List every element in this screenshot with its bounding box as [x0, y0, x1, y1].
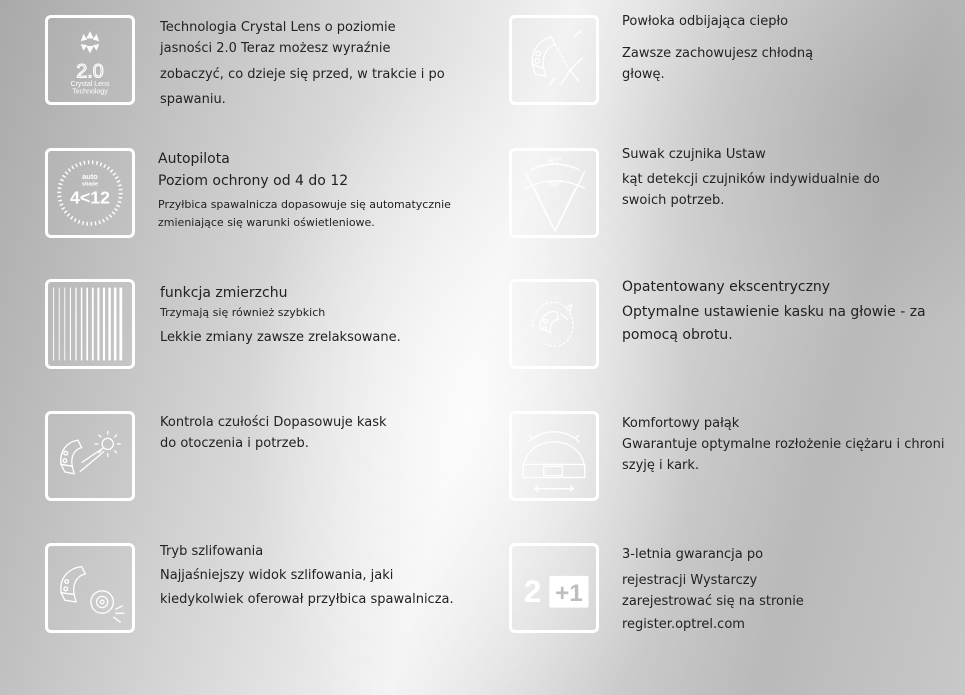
twilight-title: funkcja zmierzchu — [160, 285, 288, 301]
eccentric-text-2: pomocą obrotu. — [622, 326, 733, 343]
warranty-url: register.optrel.com — [622, 617, 745, 633]
grinding-text-1: Tryb szlifowania — [160, 544, 264, 559]
warranty-text-3: zarejestrować się na stronie — [622, 593, 804, 609]
autopilot-auto-label: auto — [82, 172, 98, 181]
autopilot-subtitle: Poziom ochrony od 4 do 12 — [158, 173, 349, 190]
warranty-icon-two: 2 — [523, 573, 542, 609]
grinding-text-2: Najjaśniejszy widok szlifowania, jaki — [160, 567, 394, 583]
sensor-angle-icon — [509, 148, 599, 238]
warranty-icon-plus-one: +1 — [555, 580, 583, 608]
crystal-lens-text-4: spawaniu. — [160, 92, 226, 108]
headband-text-2: Gwarantuje optymalne rozłożenie ciężaru i chroni — [622, 436, 945, 452]
autopilot-text-1: Przyłbica spawalnicza dopasowuje się automatycznie — [158, 197, 451, 211]
crystal-lens-version: 2.0 — [76, 60, 104, 83]
autopilot-text-2: zmieniające się warunki oświetleniowe. — [158, 216, 375, 230]
twilight-text-1: Lekkie zmiany zawsze zrelaksowane. — [160, 330, 401, 346]
crystal-lens-text-3: zobaczyć, co dzieje się przed, w trakcie i po — [160, 66, 445, 82]
eccentric-text-1: Optymalne ustawienie kasku na głowie - za — [622, 304, 926, 321]
heat-reflective-title: Powłoka odbijająca ciepło — [622, 14, 789, 29]
sensitivity-text-2: do otoczenia i potrzeb. — [160, 435, 309, 451]
heat-reflective-text-1: Zawsze zachowujesz chłodną — [622, 45, 814, 61]
crystal-lens-text-1: Technologia Crystal Lens o poziomie — [160, 20, 396, 35]
grinding-text-3: kiedykolwiek oferował przyłbica spawalnicza. — [160, 591, 454, 607]
sensor-slider-text-3: swoich potrzeb. — [622, 192, 725, 208]
autopilot-range-label: 4<12 — [70, 187, 110, 208]
twilight-icon — [45, 279, 135, 369]
autopilot-title: Autopilota — [158, 151, 230, 167]
sensor-slider-text-2: kąt detekcji czujników indywidualnie do — [622, 171, 880, 187]
crystal-lens-line2: Technology — [72, 88, 108, 96]
sensor-angle-80: 80° — [547, 178, 562, 189]
warranty-text-1: 3-letnia gwarancja po — [622, 547, 764, 562]
crystal-lens-icon — [45, 15, 135, 105]
warranty-text-2: rejestracji Wystarczy — [622, 572, 758, 588]
autopilot-shade-label: shade — [81, 181, 99, 188]
headband-icon — [509, 411, 599, 501]
sensor-angle-60: 60° — [547, 156, 562, 167]
autopilot-icon — [45, 148, 135, 238]
heat-reflective-shell-icon — [509, 15, 599, 105]
twilight-subtitle: Trzymają się również szybkich — [160, 306, 326, 320]
heat-reflective-text-2: głowę. — [622, 66, 665, 82]
sensor-slider-text-1: Suwak czujnika Ustaw — [622, 147, 766, 162]
grinding-icon — [45, 543, 135, 633]
sensitivity-sun-icon — [45, 411, 135, 501]
crystal-lens-text-2: jasności 2.0 Teraz możesz wyraźnie — [160, 40, 391, 56]
crystal-lens-line1: Crystal Lens — [70, 81, 110, 89]
eccentric-title: Opatentowany ekscentryczny — [622, 279, 831, 295]
headband-text-1: Komfortowy pałąk — [622, 416, 740, 431]
sensitivity-text-1: Kontrola czułości Dopasowuje kask — [160, 415, 387, 430]
warranty-2plus1-icon — [509, 543, 599, 633]
eccentric-rotation-icon — [509, 279, 599, 369]
headband-text-3: szyję i kark. — [622, 457, 700, 473]
